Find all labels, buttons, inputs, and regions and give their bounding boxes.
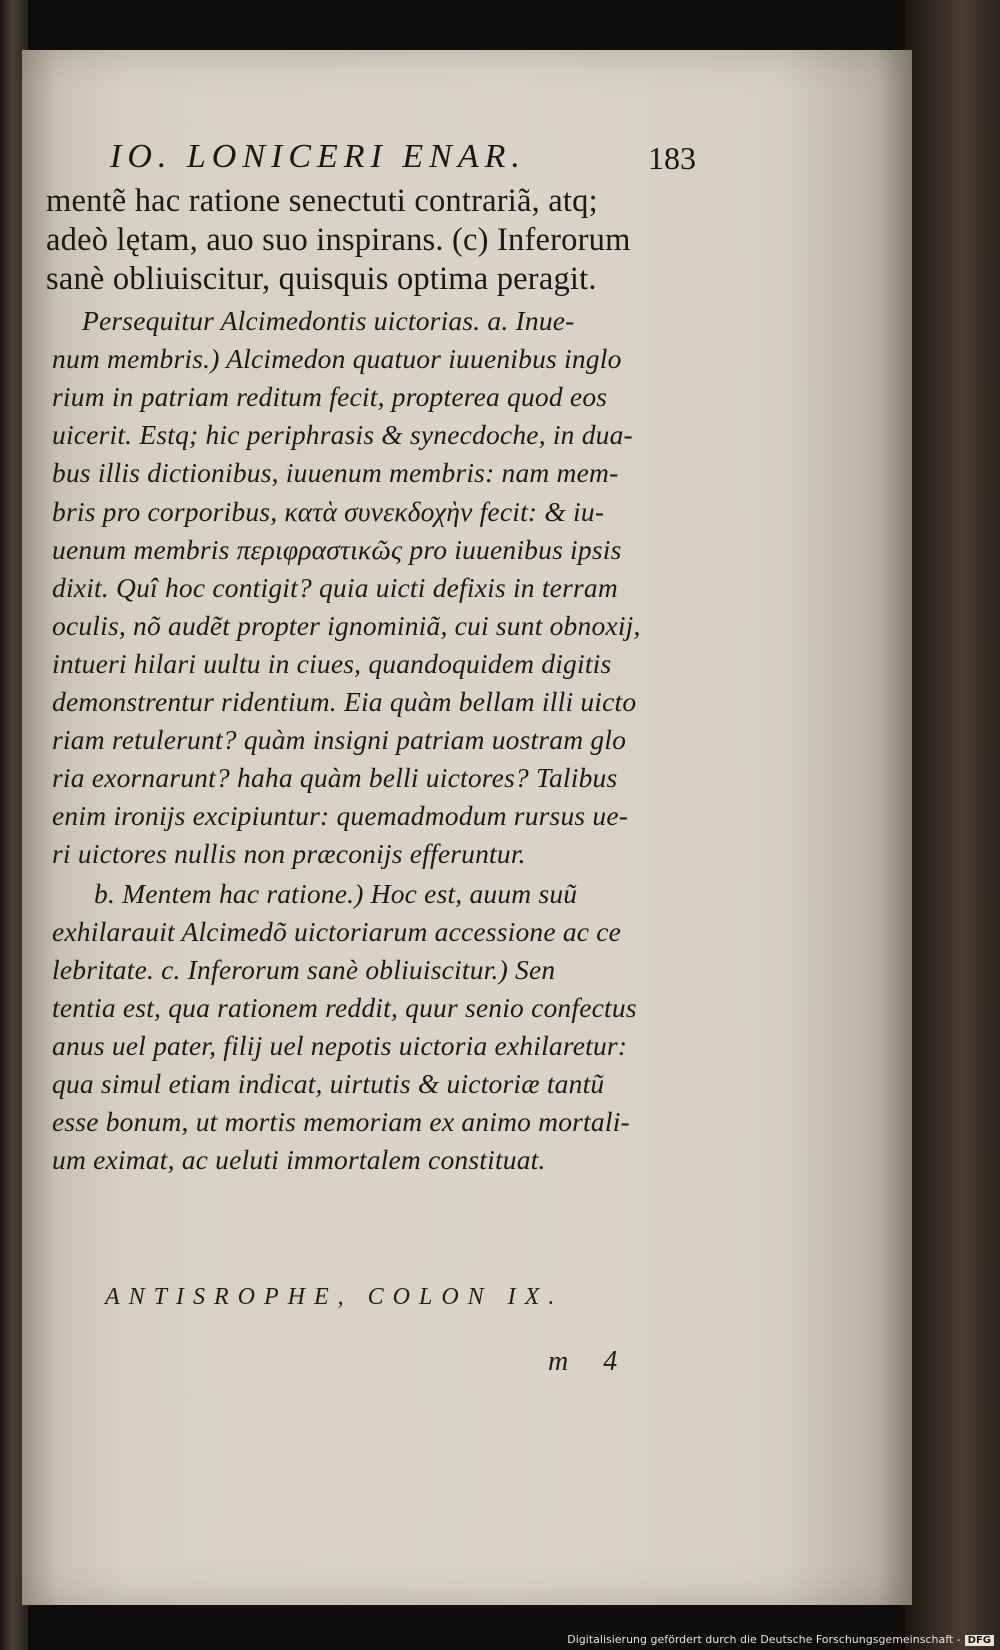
commentary-line: rium in patriam reditum fecit, propterea quod eos — [52, 381, 608, 412]
commentary-line: um eximat, ac ueluti immortalem constituat. — [52, 1144, 546, 1175]
book-gutter-shadow — [905, 0, 1000, 1650]
commentary-line: uicerit. Estq; hic periphrasis & synecdoche, in dua- — [52, 419, 633, 450]
commentary-line: lebritate. c. Inferorum sanè obliuiscitur.) Sen — [52, 954, 556, 985]
commentary-line: bus illis dictionibus, iuuenum membris: nam mem- — [52, 457, 619, 488]
commentary-line: exhilarauit Alcimedõ uictoriarum accessione ac ce — [52, 916, 622, 947]
body-line-roman: mentẽ hac ratione senectuti contrariã, atq; — [46, 183, 598, 219]
body-line-roman: adeò lętam, auo suo inspirans. (c) Inferorum — [46, 222, 631, 258]
dfg-logo: DFG — [965, 1635, 994, 1646]
commentary-line: Persequitur Alcimedontis uictorias. a. Inue- — [82, 305, 575, 336]
credit-text: Digitalisierung gefördert durch die Deutsche Forschungsgemeinschaft - — [567, 1633, 961, 1646]
commentary-line: riam retulerunt? quàm insigni patriam uostram glo — [52, 724, 627, 755]
page-number: 183 — [648, 140, 696, 176]
commentary-line: demonstrentur ridentium. Eia quàm bellam illi uicto — [52, 686, 637, 717]
section-heading: ANTISROPHE, COLON IX. — [105, 1284, 564, 1310]
commentary-line: num membris.) Alcimedon quatuor iuuenibus inglo — [52, 343, 622, 374]
body-line-roman: sanè obliuiscitur, quisquis optima peragit. — [46, 261, 597, 297]
commentary-line: tentia est, qua rationem reddit, quur senio confectus — [52, 992, 637, 1023]
commentary-line: ria exornarunt? haha quàm belli uictores? Talibus — [52, 762, 618, 793]
commentary-line: dixit. Quî hoc contigit? quia uicti defixis in terram — [52, 572, 618, 603]
commentary-line: qua simul etiam indicat, uirtutis & uictoriæ tantũ — [52, 1068, 605, 1099]
signature-mark: m 4 — [548, 1346, 632, 1377]
commentary-line: intueri hilari uultu in ciues, quandoquidem digitis — [52, 648, 612, 679]
digitization-credit — [567, 1633, 994, 1646]
commentary-line: oculis, nõ audẽt propter ignominiã, cui sunt obnoxij, — [52, 610, 641, 641]
running-title: IO. LONICERI ENAR. — [110, 138, 526, 175]
commentary-line: uenum membris περιφραστικῶς pro iuuenibus ipsis — [52, 534, 622, 565]
commentary-line: ri uictores nullis non præconijs efferuntur. — [52, 838, 526, 869]
commentary-line: b. Mentem hac ratione.) Hoc est, auum suũ — [94, 878, 578, 909]
commentary-line: enim ironijs excipiuntur: quemadmodum rursus ue- — [52, 800, 629, 831]
commentary-line: esse bonum, ut mortis memoriam ex animo mortali- — [52, 1106, 630, 1137]
commentary-line: bris pro corporibus, κατὰ συνεκδοχὴν fecit: & iu- — [52, 496, 605, 527]
commentary-line: anus uel pater, filij uel nepotis uictoria exhilaretur: — [52, 1030, 628, 1061]
